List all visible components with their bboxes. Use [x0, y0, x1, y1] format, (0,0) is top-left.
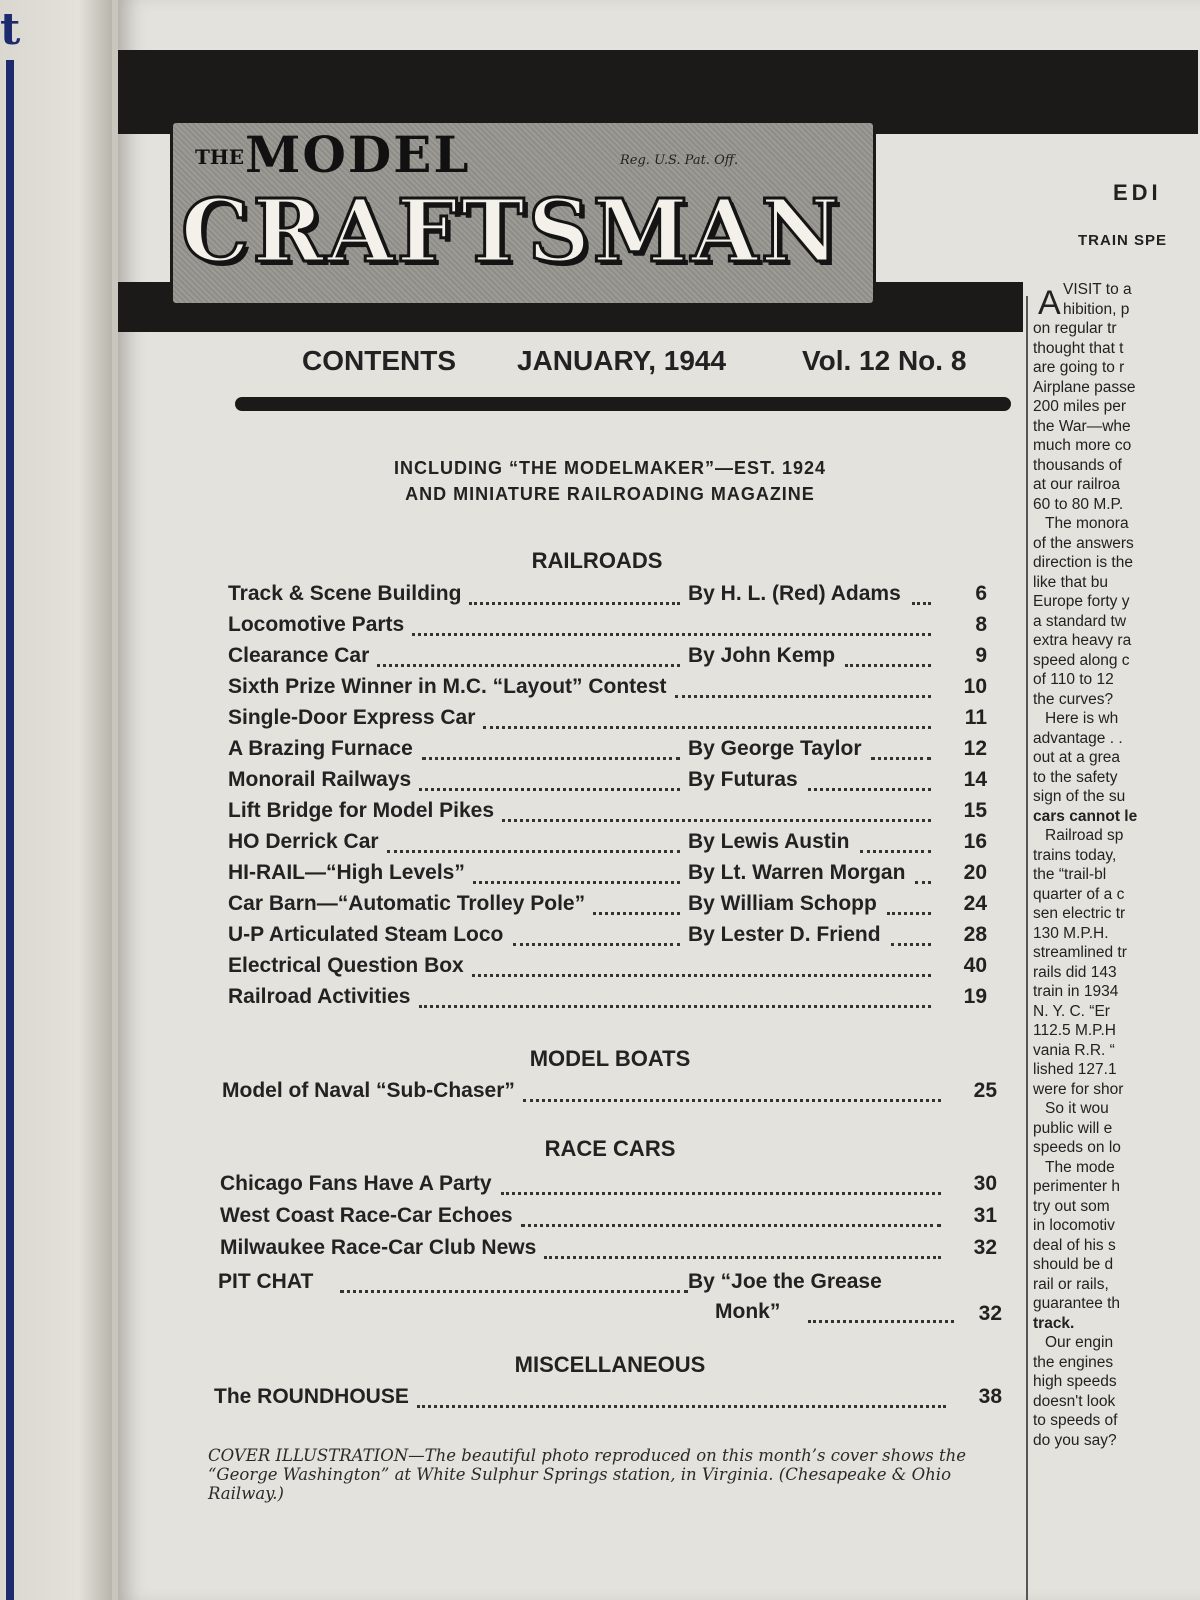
leader-dots	[891, 929, 931, 946]
leader-dots	[483, 712, 931, 729]
logo-the: THE	[195, 145, 245, 169]
entry-page: 8	[975, 613, 987, 636]
editorial-line: train in 1934	[1033, 983, 1119, 1000]
leader-dots	[521, 1210, 941, 1227]
toc-entry	[220, 1236, 1000, 1266]
toc-entry	[220, 1204, 1000, 1234]
entry-author: By Lester D. Friend	[688, 923, 881, 946]
entry-page: 25	[973, 1079, 997, 1102]
editorial-line: lished 127.1	[1033, 1061, 1117, 1078]
toc-entry	[228, 706, 990, 736]
editorial-line: vania R.R. “	[1033, 1041, 1115, 1059]
logo-registered: Reg. U.S. Pat. Off.	[620, 153, 739, 168]
entry-page: 38	[978, 1385, 1002, 1408]
entry-title: Electrical Question Box	[228, 954, 464, 977]
leader-dots	[544, 1242, 941, 1259]
logo-craftsman: CRAFTSMAN	[181, 181, 843, 282]
entry-page: 31	[973, 1204, 997, 1227]
entry-title: Sixth Prize Winner in M.C. “Layout” Contest	[228, 675, 667, 698]
editorial-line: in locomotiv	[1033, 1217, 1115, 1234]
editorial-line: do you say?	[1033, 1431, 1117, 1449]
editorial-line: cars cannot le	[1033, 807, 1138, 825]
editorial-line: try out som	[1033, 1197, 1110, 1215]
leader-dots	[502, 805, 931, 822]
editorial-line: thousands of	[1033, 456, 1122, 474]
issue-date: JANUARY, 1944	[517, 345, 727, 376]
leader-dots	[808, 1306, 954, 1323]
editorial-line: The monora	[1045, 515, 1129, 532]
editorial-line: 60 to 80 M.P.	[1033, 495, 1124, 513]
leader-dots	[422, 743, 680, 760]
editorial-line: deal of his s	[1033, 1236, 1116, 1254]
editorial-line: sign of the su	[1033, 788, 1126, 805]
leader-dots	[675, 681, 931, 698]
editorial-line: direction is the	[1033, 554, 1133, 571]
entry-author: By Lt. Warren Morgan	[688, 861, 906, 884]
editorial-line: rail or rails,	[1033, 1275, 1109, 1293]
editorial-line: Here is wh	[1045, 710, 1119, 727]
toc-entry	[228, 613, 990, 643]
editorial-line: VISIT to a	[1063, 281, 1132, 298]
editorial-line: quarter of a c	[1033, 885, 1125, 903]
editorial-line: the War—whe	[1033, 417, 1131, 435]
toc-entry	[228, 861, 990, 891]
entry-title: A Brazing Furnace	[228, 737, 413, 760]
entry-page: 20	[963, 861, 987, 884]
entry-page: 32	[973, 1236, 997, 1259]
entry-page: 24	[963, 892, 987, 915]
entry-title: Locomotive Parts	[228, 613, 405, 636]
editorial-line: should be d	[1033, 1256, 1114, 1273]
editorial-line: doesn't look	[1033, 1392, 1116, 1410]
entry-page: 15	[963, 799, 987, 822]
editorial-line: rails did 143	[1033, 963, 1117, 981]
entry-title: HO Derrick Car	[228, 830, 379, 853]
entry-page: 10	[963, 675, 987, 698]
entry-page: 19	[963, 985, 987, 1008]
entry-author: By William Schopp	[688, 892, 877, 915]
leader-dots	[377, 650, 680, 667]
editorial-line: hibition, p	[1063, 300, 1130, 318]
cover-illustration-note: COVER ILLUSTRATION—The beautiful photo reproduced on this month’s cover shows the “George Washington” at White Sulphur Springs station, in Virginia. (Chesapeake & Ohio Railway.)	[208, 1446, 966, 1503]
editorial-line: the engines	[1033, 1353, 1114, 1371]
toc-entry	[228, 768, 990, 798]
contents-rule	[235, 397, 1011, 411]
entry-title: HI-RAIL—“High Levels”	[228, 861, 465, 884]
toc-entry	[214, 1385, 1005, 1415]
entry-author: By Futuras	[688, 768, 798, 791]
editorial-line: on regular tr	[1033, 320, 1117, 337]
editorial-line: 130 M.P.H.	[1033, 924, 1109, 942]
leader-dots	[887, 898, 931, 915]
leader-dots	[412, 619, 931, 636]
editorial-line: streamlined tr	[1033, 944, 1127, 961]
editorial-line: of the answers	[1033, 534, 1134, 552]
editorial-line: public will e	[1033, 1119, 1113, 1137]
editorial-line: are going to r	[1033, 359, 1125, 376]
entry-title: Model of Naval “Sub-Chaser”	[222, 1079, 515, 1102]
entry-title: Car Barn—“Automatic Trolley Pole”	[228, 892, 586, 915]
entry-title: West Coast Race-Car Echoes	[220, 1204, 513, 1227]
pit-chat-entry	[218, 1270, 1008, 1330]
section-miscellaneous: MISCELLANEOUS	[514, 1352, 706, 1377]
entry-author: By “Joe the Grease	[688, 1270, 882, 1293]
editorial-line: guarantee th	[1033, 1295, 1121, 1312]
editorial-line: like that bu	[1033, 573, 1108, 591]
entry-title: U-P Articulated Steam Loco	[228, 923, 504, 946]
toc-entry	[228, 830, 990, 860]
editorial-line: extra heavy ra	[1033, 632, 1132, 649]
entry-title: Milwaukee Race-Car Club News	[220, 1236, 537, 1259]
logo-model: MODEL	[245, 125, 471, 184]
leader-dots	[472, 960, 931, 977]
entry-title: Lift Bridge for Model Pikes	[228, 799, 495, 822]
editorial-line: 200 miles per	[1033, 398, 1127, 415]
editorial-line: So it wou	[1045, 1100, 1109, 1117]
leader-dots	[419, 774, 680, 791]
toc-entry	[228, 954, 990, 984]
entry-page: 6	[975, 582, 987, 605]
toc-entry	[228, 737, 990, 767]
toc-entry	[228, 644, 990, 674]
leader-dots	[387, 836, 680, 853]
editorial-line: the curves?	[1033, 690, 1114, 708]
column-divider	[1026, 296, 1028, 1600]
editorial-dropcap: A	[1038, 284, 1061, 322]
left-page-glyph: t	[0, 4, 21, 55]
editorial-line: track.	[1033, 1314, 1075, 1332]
editorial-line: to the safety	[1033, 768, 1118, 786]
leader-dots	[473, 867, 680, 884]
entry-author: By George Taylor	[688, 737, 862, 760]
entry-title: Monorail Railways	[228, 768, 412, 791]
editorial-line: speed along c	[1033, 651, 1130, 669]
leader-dots	[593, 898, 680, 915]
editorial-line: much more co	[1033, 437, 1132, 454]
left-page-rule	[6, 60, 14, 1600]
leader-dots	[501, 1178, 941, 1195]
toc-entry	[222, 1079, 1000, 1109]
editorial-column	[1033, 280, 1200, 1600]
leader-dots	[419, 991, 931, 1008]
leader-dots	[808, 774, 931, 791]
entry-author: By John Kemp	[688, 644, 836, 667]
leader-dots	[469, 588, 680, 605]
editorial-line: advantage . .	[1033, 729, 1123, 747]
editorial-line: sen electric tr	[1033, 905, 1126, 922]
leader-dots	[523, 1085, 941, 1102]
section-race-cars: RACE CARS	[544, 1136, 676, 1161]
entry-title: PIT CHAT	[218, 1270, 314, 1293]
entry-page: 30	[973, 1172, 997, 1195]
editorial-line: Airplane passe	[1033, 378, 1136, 396]
entry-title: Railroad Activities	[228, 985, 411, 1008]
leader-dots	[340, 1276, 688, 1293]
editorial-line: the “trail-bl	[1033, 866, 1107, 883]
left-page-edge	[0, 0, 112, 1600]
leader-dots	[871, 743, 931, 760]
leader-dots	[915, 867, 931, 884]
editorial-subheading: TRAIN SPE	[1078, 232, 1168, 249]
editorial-line: Our engin	[1045, 1334, 1114, 1351]
editorial-line: Europe forty y	[1033, 593, 1130, 610]
entry-title: Single-Door Express Car	[228, 706, 476, 729]
editorial-line: a standard tw	[1033, 612, 1127, 630]
entry-page: 14	[963, 768, 987, 791]
issue-volume: Vol. 12 No. 8	[802, 345, 967, 376]
entry-page: 28	[963, 923, 987, 946]
leader-dots	[845, 650, 931, 667]
entry-author: By H. L. (Red) Adams	[688, 582, 901, 605]
editorial-line: at our railroa	[1033, 476, 1121, 493]
editorial-line: 112.5 M.P.H	[1033, 1022, 1117, 1039]
editorial-line: were for shor	[1033, 1080, 1124, 1098]
editorial-line: high speeds	[1033, 1373, 1117, 1390]
editorial-heading: EDI	[1113, 180, 1162, 205]
editorial-line: trains today,	[1033, 846, 1117, 864]
leader-dots	[860, 836, 931, 853]
entry-page: 11	[964, 706, 987, 729]
editorial-line: thought that t	[1033, 339, 1124, 357]
editorial-line: out at a grea	[1033, 749, 1121, 766]
contents-label: CONTENTS	[302, 345, 456, 376]
masthead-logo	[170, 120, 876, 306]
entry-page: 16	[963, 830, 987, 853]
entry-page: 32	[978, 1302, 1002, 1325]
editorial-line: to speeds of	[1033, 1412, 1118, 1429]
entry-author-cont: Monk”	[715, 1300, 781, 1323]
toc-entry	[228, 985, 990, 1015]
entry-title: Chicago Fans Have A Party	[220, 1172, 492, 1195]
entry-page: 12	[963, 737, 987, 760]
including-line-1: INCLUDING “THE MODELMAKER”—EST. 1924	[393, 458, 827, 478]
editorial-line: The mode	[1045, 1158, 1115, 1176]
section-model-boats: MODEL BOATS	[529, 1046, 691, 1071]
editorial-line: of 110 to 12	[1033, 671, 1114, 688]
entry-title: Track & Scene Building	[228, 582, 462, 605]
editorial-line: speeds on lo	[1033, 1139, 1121, 1156]
leader-dots	[912, 588, 931, 605]
editorial-line: N. Y. C. “Er	[1033, 1002, 1110, 1020]
toc-entry	[228, 799, 990, 829]
entry-title: Clearance Car	[228, 644, 370, 667]
leader-dots	[513, 929, 680, 946]
editorial-line: perimenter h	[1033, 1178, 1121, 1195]
entry-page: 40	[963, 954, 987, 977]
entry-page: 9	[975, 644, 987, 667]
toc-entry	[228, 582, 990, 612]
editorial-line: Railroad sp	[1045, 827, 1124, 844]
entry-author: By Lewis Austin	[688, 830, 850, 853]
including-line-2: AND MINIATURE RAILROADING MAGAZINE	[405, 484, 815, 504]
section-railroads: RAILROADS	[531, 548, 663, 573]
toc-entry	[228, 923, 990, 953]
leader-dots	[417, 1391, 946, 1408]
toc-entry	[220, 1172, 1000, 1202]
toc-entry	[228, 892, 990, 922]
toc-entry	[228, 675, 990, 705]
entry-title: The ROUNDHOUSE	[214, 1385, 409, 1408]
